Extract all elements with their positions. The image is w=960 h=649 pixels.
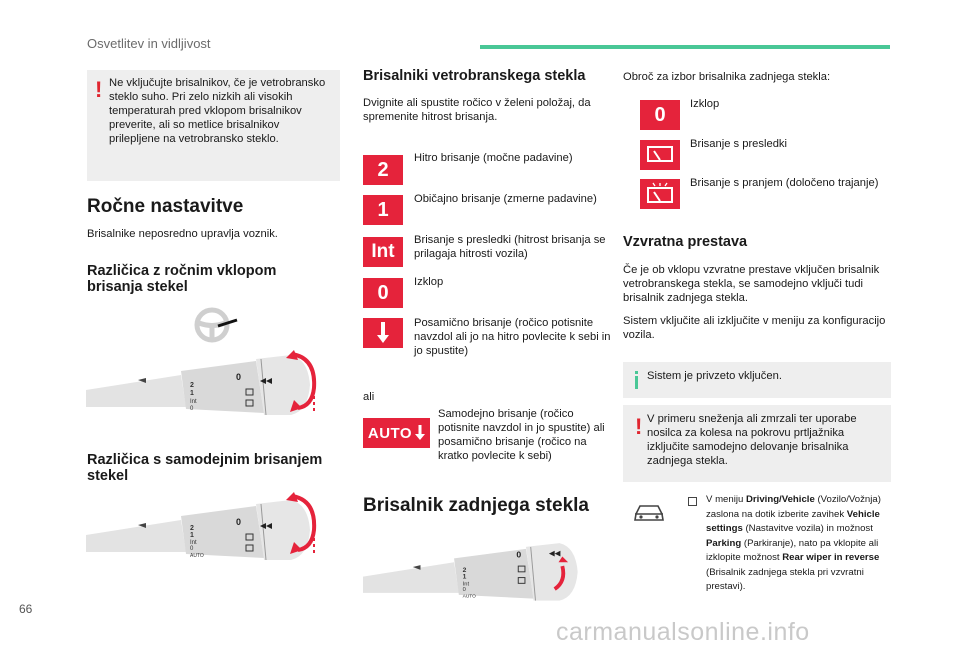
manual-settings-title: Ročne nastavitve xyxy=(87,196,244,217)
rear-wiper-intermittent-icon xyxy=(640,140,680,170)
info-box xyxy=(623,362,891,398)
warning-box xyxy=(87,70,340,181)
warning-box-rear xyxy=(623,405,891,482)
menu-text-1: V meniju xyxy=(706,494,746,505)
svg-text:AUTO: AUTO xyxy=(462,594,476,600)
auto-wipe-icon xyxy=(363,418,430,448)
warning-icon: ! xyxy=(95,77,103,102)
info-icon xyxy=(635,371,638,374)
info-icon-bar xyxy=(635,376,638,389)
intermittent-icon: Int xyxy=(363,237,403,267)
svg-text:0: 0 xyxy=(190,406,194,412)
off-icon: 0 xyxy=(363,278,403,308)
svg-text:0: 0 xyxy=(462,587,466,593)
svg-text:Int: Int xyxy=(462,581,470,588)
warning-rear-text: V primeru sneženja ali zmrzali ter uporabe nosilca za kolesa na pokrovu prtljažnika izključite samodejno delovanje brisalnika zadnjega stekla. xyxy=(647,413,857,467)
ali-text: ali xyxy=(363,391,375,403)
mode-text: Posamično brisanje (ročico potisnite navzdol ali jo na hitro povlecite k sebi in jo spustite) xyxy=(414,317,611,357)
rear-mode-text: Brisanje s pranjem (določeno trajanje) xyxy=(690,177,879,189)
svg-text:1: 1 xyxy=(462,573,467,581)
svg-text:2: 2 xyxy=(462,566,467,574)
menu-text-3: (Nastavitve vozila) in možnost xyxy=(742,523,873,534)
svg-text:AUTO: AUTO xyxy=(190,553,204,559)
mode-text: Brisanje s presledki (hitrost brisanja se prilagaja hitrosti vozila) xyxy=(414,234,606,260)
mode-text: Hitro brisanje (močne padavine) xyxy=(414,152,573,164)
bullet-icon xyxy=(688,497,697,506)
menu-instructions xyxy=(706,493,884,595)
mode-text: Običajno brisanje (zmerne padavine) xyxy=(414,193,597,205)
svg-text:Int: Int xyxy=(190,540,197,546)
rear-mode-text: Brisanje s presledki xyxy=(690,138,788,150)
speed-1-icon: 1 xyxy=(363,195,403,225)
menu-parking: Parking xyxy=(706,537,742,549)
steering-wheel-icon xyxy=(192,305,248,345)
menu-vehicle-settings: Vehicle settings xyxy=(706,508,880,534)
speed-2-icon: 2 xyxy=(363,155,403,185)
svg-text:2: 2 xyxy=(190,382,194,389)
manual-settings-text: Brisalnike neposredno upravlja voznik. xyxy=(87,228,278,240)
menu-text-2: (Vozilo/Vožnja) zaslona na dotik izberite zavihek xyxy=(706,494,881,520)
reverse-gear-title: Vzvratna prestava xyxy=(623,234,748,250)
svg-text:0: 0 xyxy=(236,517,242,527)
svg-text:1: 1 xyxy=(190,390,194,397)
rotation-arrow-icon xyxy=(284,348,324,418)
svg-text:0: 0 xyxy=(236,372,242,382)
variant-auto-title: Različica s samodejnim brisanjem stekel xyxy=(87,452,323,484)
header-accent-line xyxy=(480,45,890,49)
windscreen-wipers-title: Brisalniki vetrobranskega stekla xyxy=(363,68,586,84)
page-number: 66 xyxy=(19,602,33,616)
rear-off-icon: 0 xyxy=(640,100,680,130)
warning-icon: ! xyxy=(635,414,643,439)
menu-rear-wiper-reverse: Rear wiper in reverse xyxy=(782,552,880,563)
menu-text-5: (Brisalnik zadnjega stekla pri vzvratni prestavi). xyxy=(706,566,864,592)
warning-text: Ne vključujte brisalnikov, če je vetrobransko steklo suho. Pri zelo nizkih ali visokih temperaturah pred vklopom brisalnikov preverite, ali so metlice brisalnikov prilepljene na vetrobransko steklo. xyxy=(109,77,326,145)
rear-mode-text: Izklop xyxy=(690,98,720,110)
svg-text:1: 1 xyxy=(190,532,194,539)
info-text: Sistem je privzeto vključen. xyxy=(647,370,782,382)
rear-wiper-lever-illustration xyxy=(363,532,593,604)
reverse-text-1: Če je ob vklopu vzvratne prestave vključen brisalnik vetrobranskega stekla, se samodejno vključi tudi brisalnik zadnjega stekla. xyxy=(623,264,880,304)
svg-text:Int: Int xyxy=(190,399,197,405)
menu-driving-vehicle: Driving/Vehicle xyxy=(746,494,815,505)
single-wipe-down-arrow-icon xyxy=(363,318,403,348)
rear-ring-intro: Obroč za izbor brisalnika zadnjega stekla: xyxy=(623,71,831,83)
variant-manual-title: Različica z ročnim vklopom brisanja stekel xyxy=(87,263,277,295)
reverse-text-2: Sistem vključite ali izključite v meniju za konfiguracijo vozila. xyxy=(623,315,886,341)
rear-wiper-wash-icon xyxy=(640,179,680,209)
car-icon xyxy=(632,502,666,524)
windscreen-wipers-intro: Dvignite ali spustite ročico v želeni položaj, da spremenite hitrost brisanja. xyxy=(363,97,591,123)
svg-text:0: 0 xyxy=(190,546,194,552)
mode-text: Izklop xyxy=(414,276,444,288)
auto-text: Samodejno brisanje (ročico potisnite navzdol in jo spustite) ali posamično brisanje (ročico na kratko povlecite k sebi) xyxy=(438,408,605,462)
svg-text:2: 2 xyxy=(190,525,194,532)
header-title: Osvetlitev in vidljivost xyxy=(87,36,211,51)
auto-label: AUTO xyxy=(367,424,413,442)
rear-wiper-title: Brisalnik zadnjega stekla xyxy=(363,495,589,516)
rotation-arrow-icon xyxy=(284,490,324,560)
watermark: carmanualsonline.info xyxy=(556,618,810,646)
svg-text:0: 0 xyxy=(516,549,522,560)
menu-text-4: (Parkiranje), nato pa vklopite ali izklopite možnost xyxy=(706,537,879,563)
